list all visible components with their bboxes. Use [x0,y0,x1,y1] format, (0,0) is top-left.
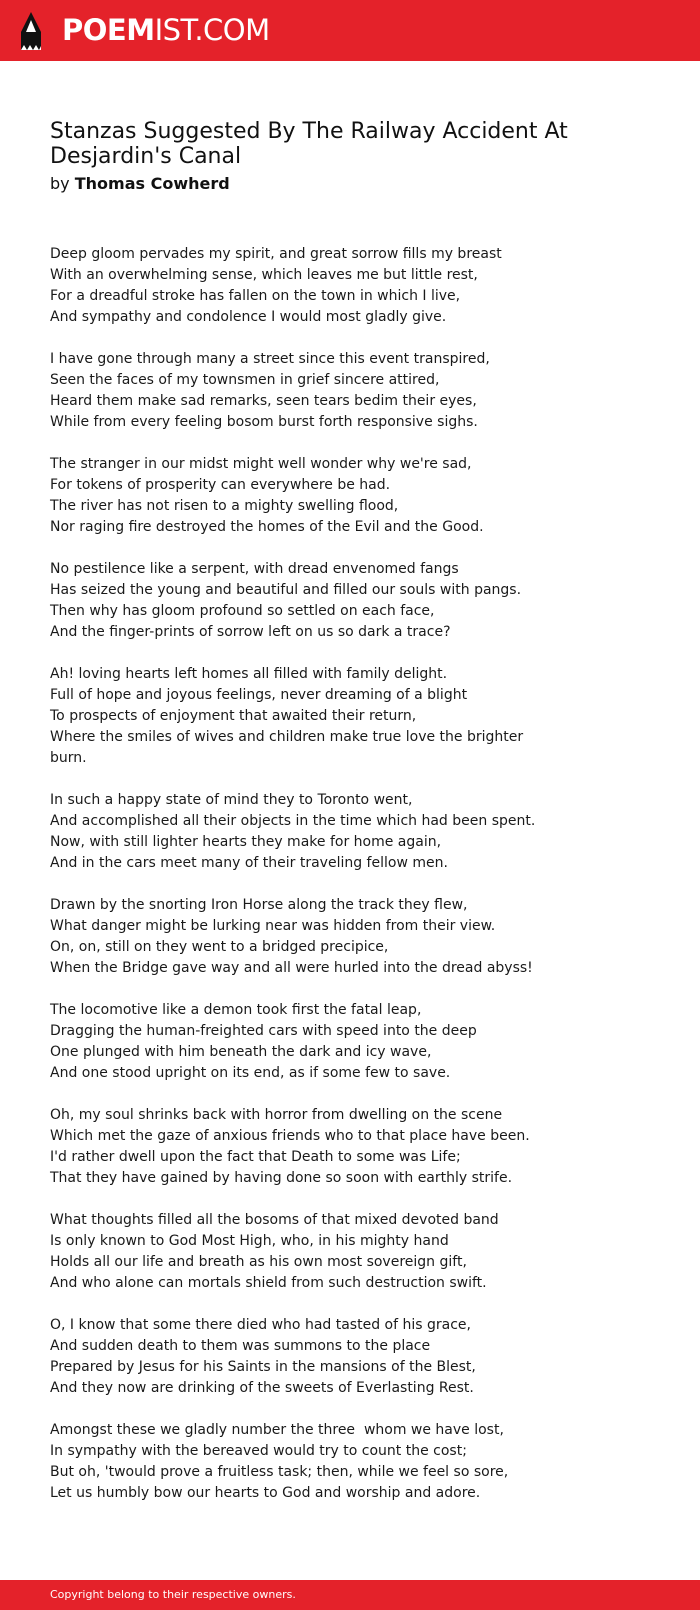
stanza [50,1210,670,1294]
stanza [50,349,670,433]
poem-line: Oh, my soul shrinks back with horror from dwelling on the scene [50,1107,503,1123]
poem-line: Dragging the human-freighted cars with speed into the deep [50,1023,477,1039]
poem-line: But oh, 'twould prove a fruitless task; then, while we feel so sore, [50,1464,509,1480]
poem-line: I'd rather dwell upon the fact that Death to some was Life; [50,1149,461,1165]
poem-line: The locomotive like a demon took first the fatal leap, [50,1002,422,1018]
poem-line: Heard them make sad remarks, seen tears bedim their eyes, [50,393,477,409]
poem-line: Ah! loving hearts left homes all filled with family delight. [50,666,448,682]
poem-line: In sympathy with the bereaved would try to count the cost; [50,1443,467,1459]
poem-line: Deep gloom pervades my spirit, and great sorrow fills my breast [50,246,502,262]
poem-line: And they now are drinking of the sweets of Everlasting Rest. [50,1380,474,1396]
poem-line: And who alone can mortals shield from such destruction swift. [50,1275,487,1291]
poem-line: For a dreadful stroke has fallen on the town in which I live, [50,288,461,304]
stanza [50,244,670,328]
byline [50,174,230,194]
poem-line: And sympathy and condolence I would most gladly give. [50,309,447,325]
poem-line: Which met the gaze of anxious friends who to that place have been. [50,1128,530,1144]
poem-line: That they have gained by having done so soon with earthly strife. [50,1170,513,1186]
copyright-text: Copyright belong to their respective owners. [50,1588,296,1601]
stanza [50,895,670,979]
pen-nib-icon[interactable] [18,10,44,52]
poem-line: Drawn by the snorting Iron Horse along the track they flew, [50,897,468,913]
poem-line: Nor raging fire destroyed the homes of the Evil and the Good. [50,519,484,535]
poem-line: Now, with still lighter hearts they make for home again, [50,834,442,850]
stanza [50,790,670,874]
poem-line: No pestilence like a serpent, with dread envenomed fangs [50,561,459,577]
site-header [0,0,700,61]
poem-line: O, I know that some there died who had tasted of his grace, [50,1317,471,1333]
poem-body [50,244,670,1525]
stanza [50,664,670,769]
poem-line: Where the smiles of wives and children make true love the brighter [50,729,524,745]
poem-line: When the Bridge gave way and all were hurled into the dread abyss! [50,960,533,976]
poem-line: Let us humbly bow our hearts to God and worship and adore. [50,1485,481,1501]
author-name[interactable]: Thomas Cowherd [74,174,230,193]
poem-line: And sudden death to them was summons to the place [50,1338,431,1354]
logo-text-light: IST.COM [154,13,270,47]
stanza [50,1105,670,1189]
poem-line: While from every feeling bosom burst forth responsive sighs. [50,414,478,430]
poem-line: I have gone through many a street since this event transpired, [50,351,490,367]
poem-line: Holds all our life and breath as his own most sovereign gift, [50,1254,467,1270]
stanza [50,454,670,538]
poem-line: And in the cars meet many of their traveling fellow men. [50,855,448,871]
stanza [50,1000,670,1084]
poem-line: Amongst these we gladly number the three whom we have lost, [50,1422,504,1438]
poem-line: For tokens of prosperity can everywhere be had. [50,477,391,493]
poem-line: Then why has gloom profound so settled on each face, [50,603,435,619]
logo-text-bold: POEM [62,13,155,47]
by-label: by [50,174,70,193]
poem-line: What danger might be lurking near was hidden from their view. [50,918,496,934]
poem-title: Stanzas Suggested By The Railway Accident At Desjardin's Canal [50,119,568,169]
poem-line: To prospects of enjoyment that awaited their return, [50,708,417,724]
poem-line: Has seized the young and beautiful and filled our souls with pangs. [50,582,522,598]
poem-line: Full of hope and joyous feelings, never dreaming of a blight [50,687,468,703]
poem-line: Seen the faces of my townsmen in grief sincere attired, [50,372,440,388]
poem-line: What thoughts filled all the bosoms of that mixed devoted band [50,1212,499,1228]
poem-line: With an overwhelming sense, which leaves me but little rest, [50,267,478,283]
poem-line: Is only known to God Most High, who, in his mighty hand [50,1233,449,1249]
stanza [50,1315,670,1399]
poem-line: The stranger in our midst might well wonder why we're sad, [50,456,472,472]
poem-line: burn. [50,750,87,766]
poem-line: And accomplished all their objects in the time which had been spent. [50,813,536,829]
poem-line: Prepared by Jesus for his Saints in the mansions of the Blest, [50,1359,476,1375]
stanza [50,1420,670,1504]
poem-line: In such a happy state of mind they to Toronto went, [50,792,413,808]
stanza [50,559,670,643]
poem-line: The river has not risen to a mighty swelling flood, [50,498,399,514]
poem-line: On, on, still on they went to a bridged precipice, [50,939,389,955]
site-footer [0,1580,700,1610]
poem-line: And one stood upright on its end, as if some few to save. [50,1065,451,1081]
site-logo[interactable] [62,13,270,47]
poem-line: One plunged with him beneath the dark and icy wave, [50,1044,432,1060]
poem-line: And the finger-prints of sorrow left on us so dark a trace? [50,624,451,640]
